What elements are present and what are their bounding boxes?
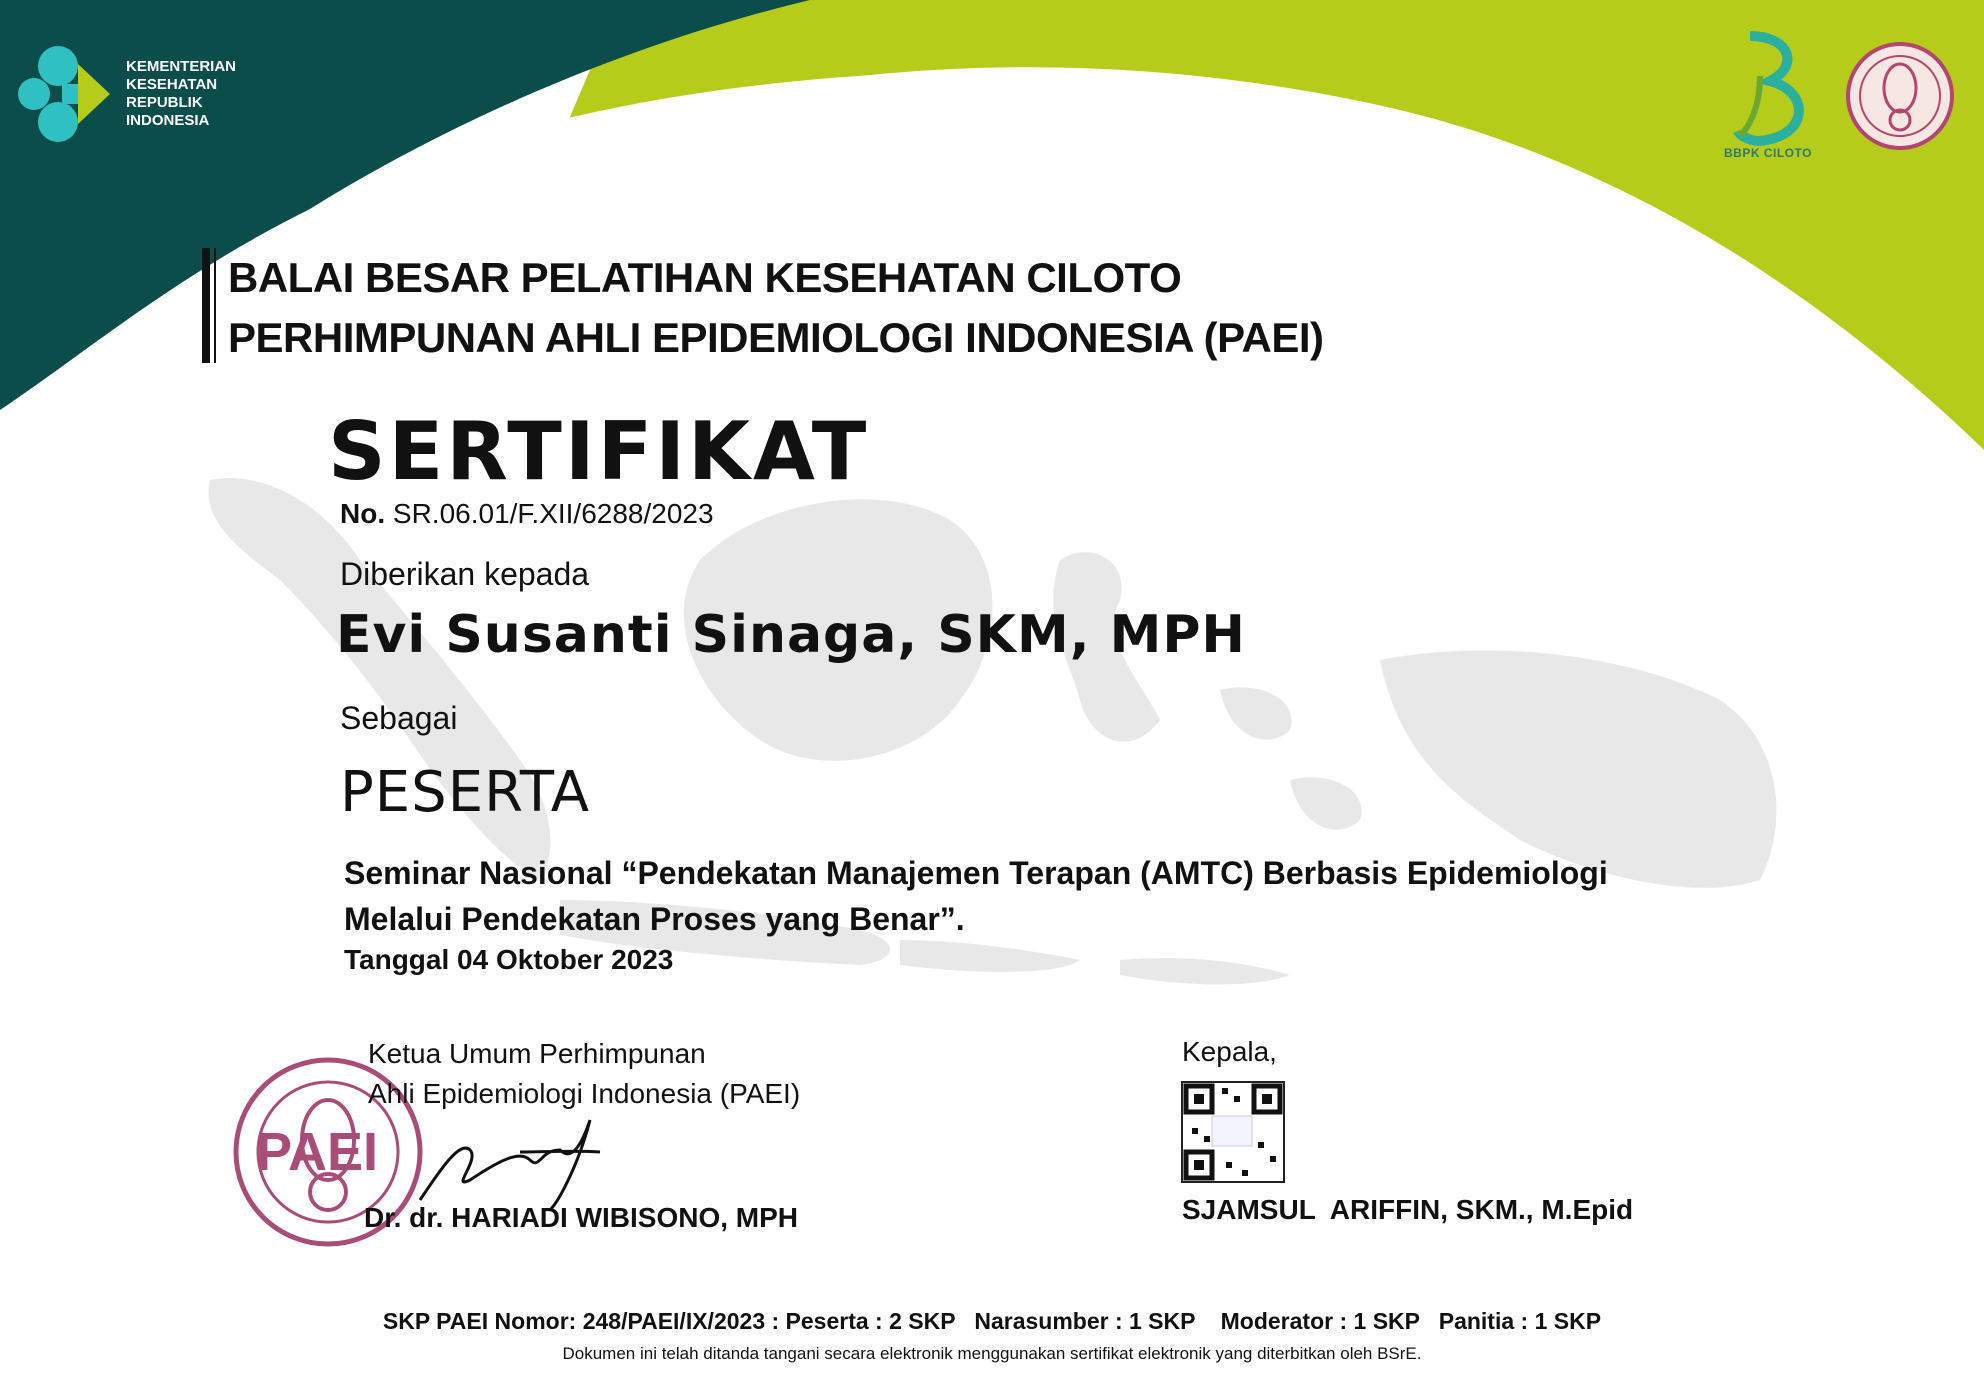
paei-logo <box>1848 44 1952 148</box>
participant-role: PESERTA <box>340 760 591 825</box>
event-line: Seminar Nasional “Pendekatan Manajemen Terapan (AMTC) Berbasis Epidemiologi <box>344 855 1608 891</box>
left-signatory-title <box>368 1034 800 1114</box>
organization-line: BALAI BESAR PELATIHAN KESEHATAN CILOTO <box>228 254 1182 301</box>
as-label: Sebagai <box>340 700 458 736</box>
qr-code <box>1182 1082 1284 1182</box>
svg-text:PAEI: PAEI <box>256 1122 379 1182</box>
ministry-line: INDONESIA <box>126 112 210 129</box>
title-bar <box>202 248 210 363</box>
left-signatory-title-line: Ketua Umum Perhimpunan <box>368 1038 706 1069</box>
left-signatory-name: Dr. dr. HARIADI WIBISONO, MPH <box>364 1202 799 1233</box>
recipient-name: Evi Susanti Sinaga, SKM, MPH <box>336 605 1246 665</box>
certificate-number <box>340 498 714 530</box>
signature <box>420 1120 600 1210</box>
event-description <box>344 850 1644 942</box>
title-bar-thin <box>214 248 216 363</box>
ministry-logo-text <box>126 58 236 130</box>
event-line: Melalui Pendekatan Proses yang Benar”. <box>344 901 965 937</box>
ministry-line: KESEHATAN <box>126 76 218 93</box>
ministry-line: KEMENTERIAN <box>126 58 237 75</box>
right-signatory-title: Kepala, <box>1182 1036 1277 1067</box>
lime-wave <box>560 0 1984 450</box>
organization-titles <box>228 248 1324 368</box>
left-signatory-title-line: Ahli Epidemiologi Indonesia (PAEI) <box>368 1078 801 1109</box>
certificate-title: SERTIFIKAT <box>328 405 870 498</box>
bbpk-logo-label: BBPK CILOTO <box>1724 146 1812 160</box>
skp-credit-line: SKP PAEI Nomor: 248/PAEI/IX/2023 : Peserta : 2 SKP Narasumber : 1 SKP Moderator : 1 SKP Panitia : 1 SKP <box>382 1308 1602 1334</box>
given-to-label: Diberikan kepada <box>340 556 590 592</box>
organization-line: PERHIMPUNAN AHLI EPIDEMIOLOGI INDONESIA (PAEI) <box>228 314 1324 361</box>
right-signatory-name: SJAMSUL ARIFFIN, SKM., M.Epid <box>1182 1194 1634 1225</box>
ministry-line: REPUBLIK <box>126 94 203 111</box>
electronic-signature-note: Dokumen ini telah ditanda tangani secara elektronik menggunakan sertifikat elektronik yang diterbitkan oleh BSrE. <box>562 1344 1422 1363</box>
event-date: Tanggal 04 Oktober 2023 <box>344 944 674 975</box>
certificate-number-prefix: No. <box>340 498 386 529</box>
certificate-number-value: SR.06.01/F.XII/6288/2023 <box>392 498 714 529</box>
